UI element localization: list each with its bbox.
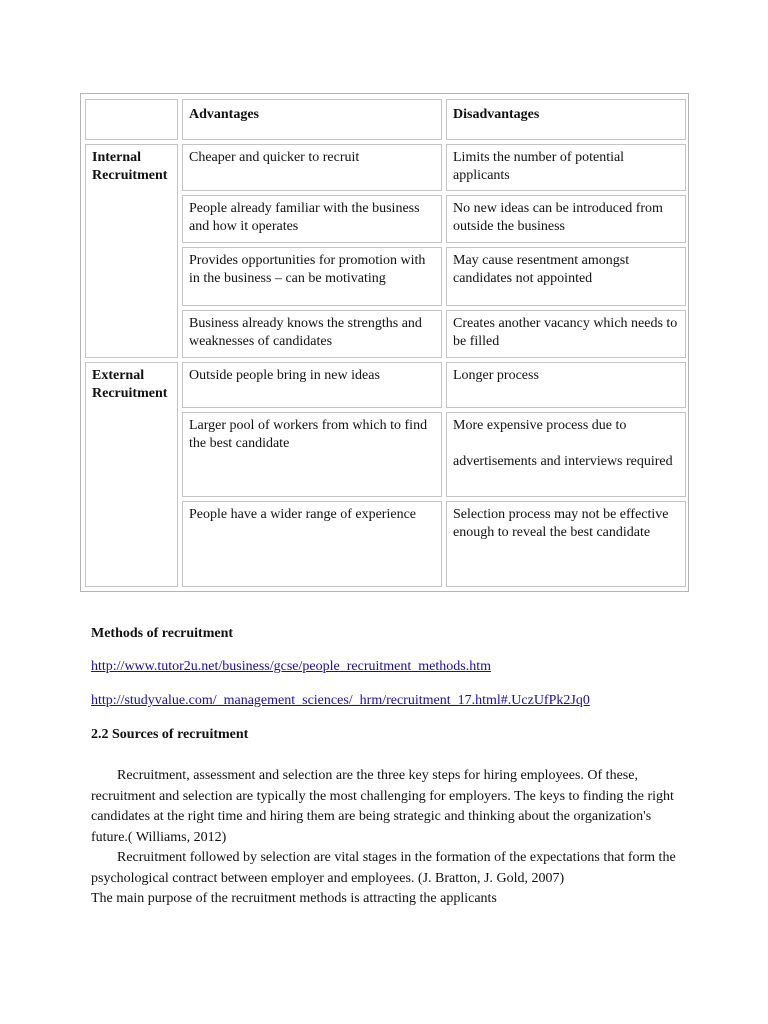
paragraph-3: The main purpose of the recruitment methods is attracting the applicants bbox=[91, 891, 497, 906]
internal-recruitment-label: Internal Recruitment bbox=[92, 150, 168, 183]
recruitment-comparison-table bbox=[80, 93, 689, 592]
table-row-2-disadvantage: No new ideas can be introduced from outside the business bbox=[446, 195, 686, 243]
paragraph-2: Recruitment followed by selection are vital stages in the formation of the expectations that form the psychological contract between employer and employees. (J. Bratton, J. Gold, 2007) bbox=[91, 850, 676, 886]
table-row-6-disadvantage-line1: More expensive process due to bbox=[453, 418, 627, 433]
paragraph-1: Recruitment, assessment and selection are the three key steps for hiring employees. Of these, recruitment and selection are typically the most challenging for employers. The keys to finding the right candidates at the right time and hiring them are being strategic and thinking about the organization's future.( Williams, 2012) bbox=[91, 768, 674, 845]
external-recruitment-cell bbox=[85, 362, 178, 587]
table-row-4-advantage: Business already knows the strengths and weaknesses of candidates bbox=[182, 310, 442, 358]
tutor2u-link[interactable]: http://www.tutor2u.net/business/gcse/people_recruitment_methods.htm bbox=[91, 659, 491, 674]
table-row-6-advantage: Larger pool of workers from which to find the best candidate bbox=[182, 412, 442, 497]
sources-heading: 2.2 Sources of recruitment bbox=[91, 727, 249, 742]
table-row-4-disadvantage: Creates another vacancy which needs to be filled bbox=[446, 310, 686, 358]
studyvalue-link[interactable]: http://studyvalue.com/_management_sciences/_hrm/recruitment_17.html#.UczUfPk2Jq0 bbox=[91, 693, 590, 708]
table-row-7-advantage: People have a wider range of experience bbox=[182, 501, 442, 587]
advantages-header: Advantages bbox=[182, 99, 442, 140]
table-row-5-advantage: Outside people bring in new ideas bbox=[182, 362, 442, 408]
table-row-7-disadvantage: Selection process may not be effective enough to reveal the best candidate bbox=[446, 501, 686, 587]
table-row-6-disadvantage bbox=[446, 412, 686, 497]
disadvantages-header: Disadvantages bbox=[446, 99, 686, 140]
table-row-1-advantage: Cheaper and quicker to recruit bbox=[182, 144, 442, 191]
table-row-3-disadvantage: May cause resentment amongst candidates not appointed bbox=[446, 247, 686, 306]
table-row-1-disadvantage: Limits the number of potential applicants bbox=[446, 144, 686, 191]
table-row-6-disadvantage-line2: advertisements and interviews required bbox=[453, 454, 673, 469]
methods-heading: Methods of recruitment bbox=[91, 626, 234, 641]
internal-recruitment-cell bbox=[85, 144, 178, 358]
table-row-3-advantage: Provides opportunities for promotion with in the business – can be motivating bbox=[182, 247, 442, 306]
external-recruitment-label: External Recruitment bbox=[92, 368, 168, 401]
table-row-5-disadvantage: Longer process bbox=[446, 362, 686, 408]
table-row-2-advantage: People already familiar with the business and how it operates bbox=[182, 195, 442, 243]
table-corner-cell bbox=[85, 99, 178, 140]
